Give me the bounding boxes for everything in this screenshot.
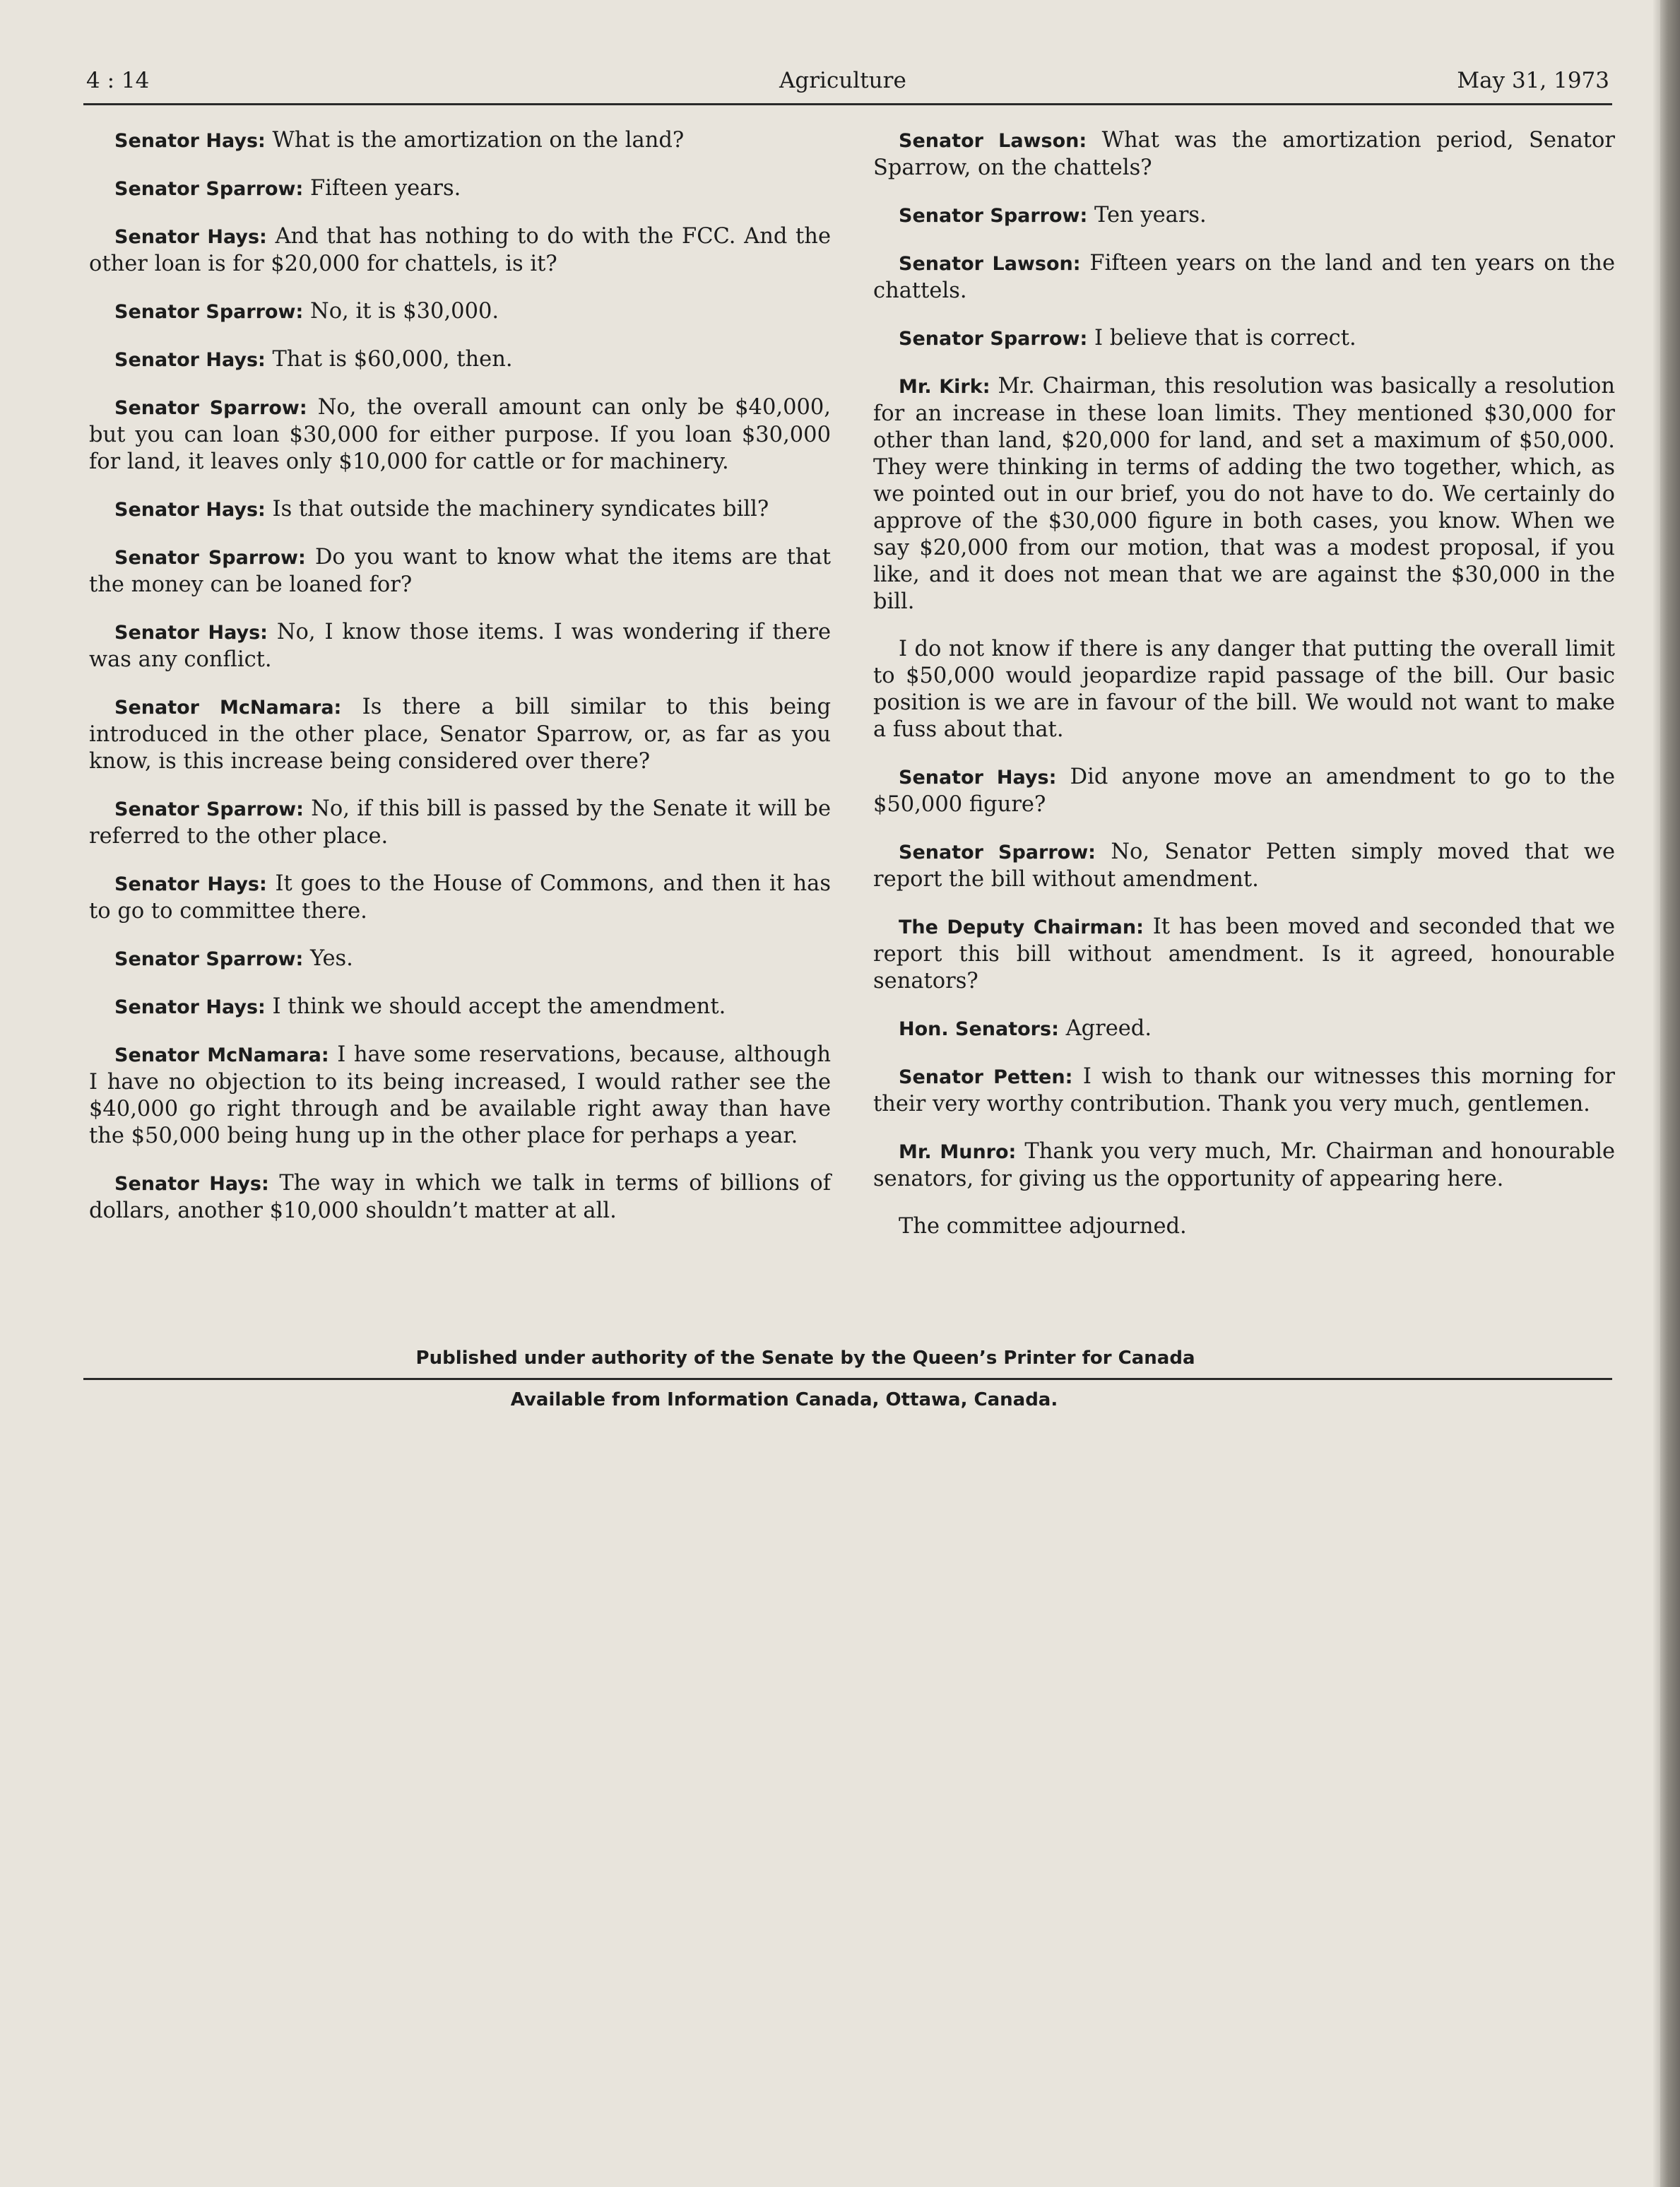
transcript-paragraph [89, 544, 831, 599]
speech-text: I wish to thank our witnesses this morning for their very worthy contribution. Thank you very much, gentlemen. [873, 1064, 1615, 1116]
transcript-paragraph [89, 619, 831, 673]
page-header [83, 68, 1609, 103]
publication-notice-text: Published under authority of the Senate by the Queen’s Printer for Canada [415, 1348, 1195, 1369]
transcript-paragraph [89, 394, 831, 476]
page-number: 4 : 14 [86, 68, 150, 93]
transcript-paragraph [873, 250, 1615, 305]
speaker-name: Hon. Senators: [899, 1018, 1059, 1040]
speaker-name: Senator Hays: [114, 1173, 269, 1195]
speaker-name: Senator Hays: [899, 767, 1057, 789]
speech-text: Ten years. [1094, 203, 1207, 228]
speech-text: No, I know those items. I was wondering if there was any conflict. [89, 620, 831, 672]
speech-text: What was the amortization period, Senator Sparrow, on the chattels? [873, 128, 1615, 180]
transcript-paragraph [89, 945, 831, 973]
binding-edge-shadow [1653, 0, 1660, 2187]
speaker-name: Senator Sparrow: [114, 178, 304, 200]
speech-text: Fifteen years on the land and ten years on the chattels. [873, 251, 1615, 303]
speaker-name: Senator Hays: [114, 873, 267, 895]
transcript-paragraph [873, 373, 1615, 615]
speech-text: And that has nothing to do with the FCC. And the other loan is for $20,000 for chattels, is it? [89, 224, 831, 276]
speech-text: Mr. Chairman, this resolution was basically a resolution for an increase in these loan limits. They mentioned $30,000 for other than land, $20,000 for land, and set a maximum of $50,000. They were thinking in terms of adding the two together, which, as we pointed out in our brief, you do not have to do. We certainly do approve of the $30,000 figure in both cases, you know. When we say $20,000 from our motion, that was a modest proposal, if you like, and it does not mean that we are against the $30,000 in the bill. [873, 374, 1615, 614]
header-rule [83, 103, 1612, 105]
speech-text: No, it is $30,000. [310, 299, 499, 324]
speech-text: Thank you very much, Mr. Chairman and honourable senators, for giving us the opportunity of appearing here. [873, 1139, 1615, 1191]
speaker-name: Senator Sparrow: [114, 397, 307, 419]
speech-text: Do you want to know what the items are that the money can be loaned for? [89, 545, 831, 597]
transcript-paragraph [873, 914, 1615, 995]
transcript-paragraph [873, 202, 1615, 230]
left-column [89, 127, 831, 1245]
speaker-name: Senator McNamara: [114, 697, 342, 719]
speaker-name: Senator Lawson: [899, 253, 1081, 275]
transcript-paragraph [873, 839, 1615, 893]
transcript-paragraph [89, 694, 831, 775]
speaker-name: Mr. Munro: [899, 1141, 1017, 1163]
transcript-paragraph [873, 127, 1615, 182]
publication-notice [83, 1348, 1612, 1369]
right-column [873, 127, 1615, 1261]
speech-text: Fifteen years. [310, 176, 461, 201]
speech-text: No, the overall amount can only be $40,000, but you can loan $30,000 for either purpose. If you loan $30,000 for land, it leaves only $10,000 for cattle or for machinery. [89, 395, 831, 474]
transcript-paragraph [89, 871, 831, 925]
transcript-paragraph [89, 1170, 831, 1225]
transcript-paragraph [873, 1138, 1615, 1193]
speaker-name: Senator Petten: [899, 1066, 1073, 1088]
speaker-name: Senator Sparrow: [114, 301, 304, 323]
running-title: Agriculture [779, 68, 906, 93]
speech-text: That is $60,000, then. [272, 347, 513, 372]
speech-text: No, if this bill is passed by the Senate it will be referred to the other place. [89, 796, 831, 849]
speech-text: I do not know if there is any danger that putting the overall limit to $50,000 would jeopardize rapid passage of the bill. Our basic position is we are in favour of the bill. We would not want to make a fuss about that. [873, 637, 1615, 742]
transcript-paragraph [89, 994, 831, 1021]
speaker-name: Senator Sparrow: [899, 328, 1088, 350]
availability-notice-text: Available from Information Canada, Ottawa, Canada. [510, 1389, 1058, 1410]
speaker-name: Senator Hays: [114, 226, 267, 248]
transcript-paragraph [89, 496, 831, 524]
speaker-name: Senator Sparrow: [899, 842, 1096, 863]
speaker-name: Senator Hays: [114, 996, 266, 1018]
transcript-paragraph [89, 1042, 831, 1150]
speech-text: I think we should accept the amendment. [272, 994, 726, 1019]
page-date: May 31, 1973 [1457, 68, 1609, 93]
transcript-paragraph [873, 325, 1615, 353]
speaker-name: The Deputy Chairman: [899, 916, 1144, 938]
speaker-name: Senator Hays: [114, 622, 268, 644]
speech-text: It has been moved and seconded that we report this bill without amendment. Is it agreed, honourable senators? [873, 914, 1615, 994]
transcript-paragraph [873, 1063, 1615, 1118]
transcript-paragraph [89, 346, 831, 374]
speech-text: Did anyone move an amendment to go to the $50,000 figure? [873, 765, 1615, 817]
transcript-paragraph [89, 175, 831, 203]
transcript-paragraph [89, 223, 831, 278]
footer-rule [83, 1378, 1612, 1380]
speech-text: Is that outside the machinery syndicates bill? [272, 497, 769, 521]
speech-text: No, Senator Petten simply moved that we report the bill without amendment. [873, 839, 1615, 892]
availability-notice [83, 1389, 1612, 1410]
transcript-paragraph [873, 1015, 1615, 1043]
speaker-name: Senator Sparrow: [114, 798, 304, 820]
speaker-name: Senator Hays: [114, 499, 266, 521]
speaker-name: Senator McNamara: [114, 1044, 329, 1066]
transcript-paragraph [873, 764, 1615, 818]
transcript-paragraph [89, 127, 831, 155]
speaker-name: Senator Lawson: [899, 130, 1087, 152]
speaker-name: Senator Hays: [114, 130, 266, 152]
speech-text: It goes to the House of Commons, and then it has to go to committee there. [89, 871, 832, 924]
speech-text: Yes. [310, 946, 353, 971]
transcript-paragraph [873, 1213, 1615, 1240]
transcript-paragraph [89, 796, 831, 850]
transcript-paragraph [89, 298, 831, 326]
binding-edge [1660, 0, 1680, 2187]
speaker-name: Senator Sparrow: [114, 948, 304, 970]
speaker-name: Senator Sparrow: [899, 205, 1088, 227]
speech-text: Is there a bill similar to this being introduced in the other place, Senator Sparrow, or, as far as you know, is this increase being considered over there? [89, 695, 832, 774]
speech-text: I have some reservations, because, although I have no objection to its being increased, I would rather see the $40,000 go right through and be available right away than have the $50,000 being hung up in the other place for perhaps a year. [89, 1042, 831, 1148]
speaker-name: Mr. Kirk: [899, 376, 990, 398]
speech-text: Agreed. [1065, 1016, 1152, 1041]
speaker-name: Senator Hays: [114, 349, 266, 371]
speaker-name: Senator Sparrow: [114, 547, 306, 569]
speech-text: The way in which we talk in terms of billions of dollars, another $10,000 shouldn’t matter at all. [89, 1171, 831, 1223]
speech-text: I believe that is correct. [1094, 326, 1356, 350]
speech-text: What is the amortization on the land? [272, 128, 685, 153]
transcript-paragraph [873, 636, 1615, 743]
speech-text: The committee adjourned. [899, 1214, 1187, 1239]
